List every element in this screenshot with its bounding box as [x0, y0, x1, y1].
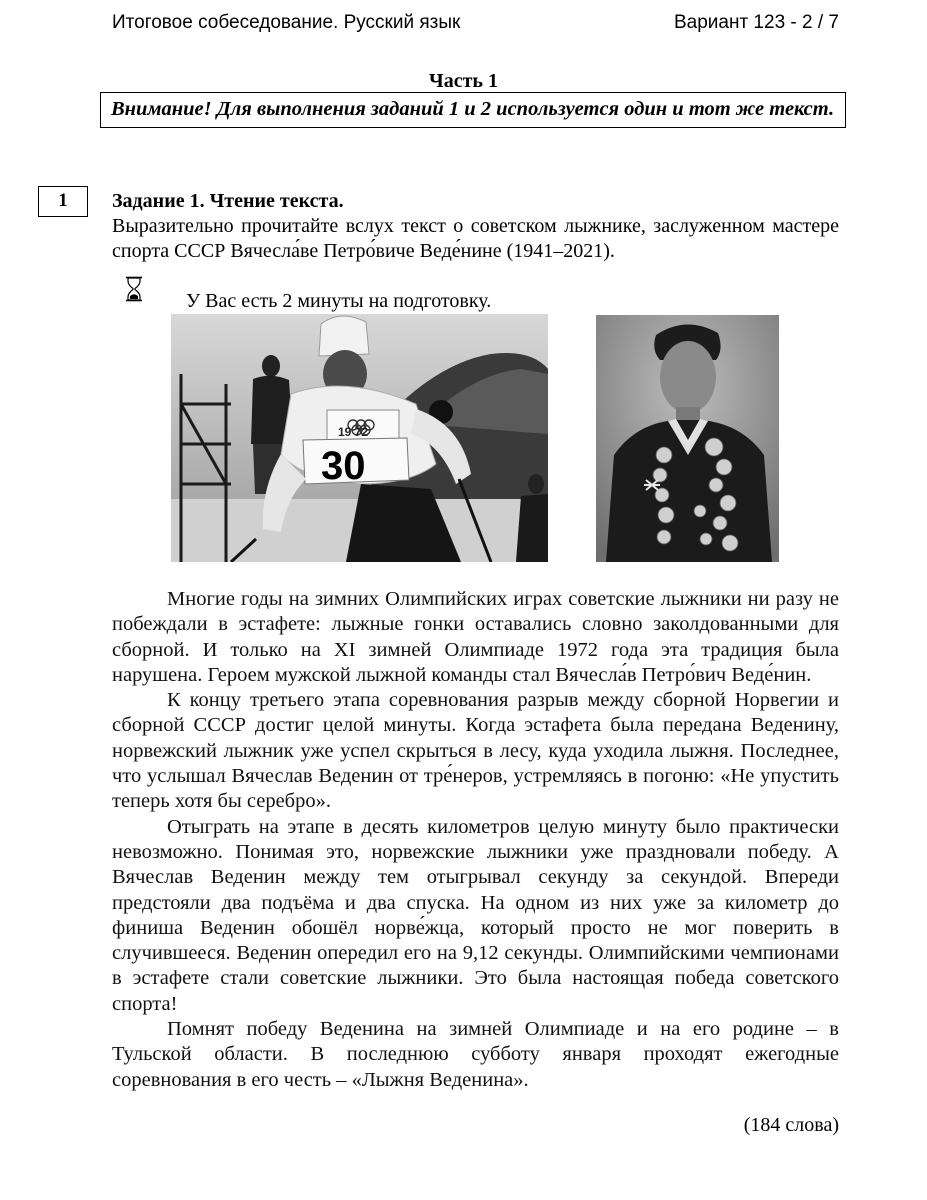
task-title: Задание 1. Чтение текста.	[112, 190, 344, 212]
part-title: Часть 1	[429, 70, 498, 92]
variant-page-number: Вариант 123 - 2 / 7	[673, 12, 839, 33]
bib-number: 30	[321, 444, 366, 488]
hourglass-icon	[124, 276, 144, 302]
task-number-box: 1	[38, 186, 88, 217]
bib-year-label: 19 72	[338, 425, 369, 439]
reading-text	[112, 587, 839, 1093]
header-title: Итоговое собеседование. Русский язык	[112, 12, 461, 33]
medalist-portrait-photo	[596, 315, 779, 562]
task-instruction: Выразительно прочитайте вслух текст о советском лыжнике, заслуженном мастере спорта СССР Вячесла́ве Петро́виче Веде́нине (1941–2021).	[112, 215, 839, 262]
paragraph: Многие годы на зимних Олимпийских играх советские лыжники ни разу не побеждали в эстафете: лыжные гонки оставались словно заколдованными для сборной. И только на XI зимней Олимпиаде 1972 года эта традиция была нарушена. Героем мужской лыжной команды стал Вячесла́в Петро́вич Веде́нин.	[112, 588, 839, 686]
skier-race-photo	[171, 314, 548, 562]
preparation-time-note: У Вас есть 2 минуты на подготовку.	[186, 290, 492, 312]
skier-race-illustration	[171, 314, 548, 562]
word-count: (184 слова)	[743, 1114, 839, 1136]
paragraph: К концу третьего этапа соревнования разрыв между сборной Норвегии и сборной СССР достиг целой минуты. Когда эстафета была передана Веденину, норвежский лыжник уже успел скрыться в лесу, куда уходила лыжня. Последнее, что услышал Вячеслав Веденин от тре́неров, устремляясь в погоню: «Не упустить теперь хотя бы серебро».	[112, 689, 839, 813]
paragraph: Отыграть на этапе в десять километров целую минуту было практически невозможно. Понимая это, норвежские лыжники уже праздновали победу. А Вячеслав Веденин между тем отыгрывал секунду за секундой. Впереди предстояли два подъёма и два спуска. На одном из них уже за километр до финиша Веденин обошёл норве́жца, который просто не мог поверить в случившееся. Веденин опередил его на 9,12 секунды. Олимпийскими чемпионами в эстафете стали советские лыжники. Это была настоящая победа советского спорта!	[112, 815, 839, 1015]
paragraph: Помнят победу Веденина на зимней Олимпиаде и на его родине – в Тульской области. В последнюю субботу января проходят ежегодные соревнования в его честь – «Лыжня Веденина».	[112, 1018, 839, 1091]
medalist-portrait-illustration	[596, 315, 779, 562]
attention-note: Внимание! Для выполнения заданий 1 и 2 используется один и тот же текст.	[100, 92, 846, 128]
